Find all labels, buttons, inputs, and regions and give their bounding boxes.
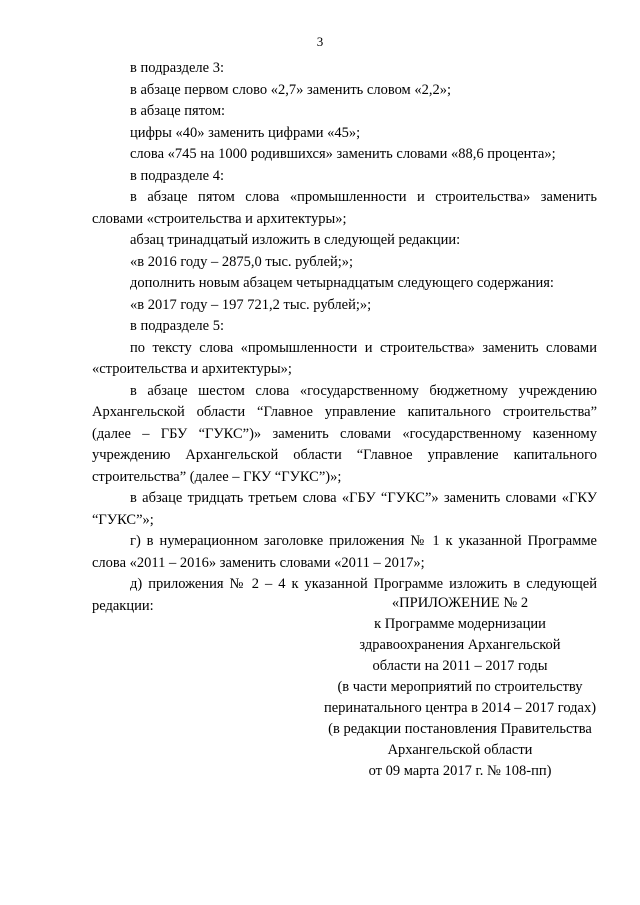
paragraph: дополнить новым абзацем четырнадцатым следующего содержания: [130, 275, 554, 291]
paragraph: в подразделе 5: [130, 318, 224, 334]
appendix-line: Архангельской области [387, 742, 533, 758]
appendix-title: «ПРИЛОЖЕНИЕ № 2 [391, 595, 529, 611]
paragraph: по тексту слова «промышленности и строительства» заменить словами «строительства и архитектуры»; [92, 339, 597, 377]
paragraph: «в 2016 году – 2875,0 тыс. рублей;»; [130, 253, 354, 270]
page-number: 3 [316, 34, 324, 49]
paragraph: г) в нумерационном заголовке приложения № 1 к указанной Программе слова «2011 – 2016» заменить словами «2011 – 2017»; [92, 533, 597, 571]
paragraph: д) приложения № 2 – 4 к указанной Программе изложить в следующей редакции: [92, 576, 597, 614]
document-body [92, 58, 597, 617]
appendix-line: от 09 марта 2017 г. № 108-пп) [368, 763, 552, 779]
appendix-line: к Программе модернизации [374, 616, 546, 632]
appendix-line: области на 2011 – 2017 годы [372, 658, 548, 674]
paragraph: слова «745 на 1000 родившихся» заменить словами «88,6 процента»; [130, 146, 556, 162]
appendix-line: (в части мероприятий по строительству [337, 679, 583, 695]
appendix-header [300, 593, 620, 782]
paragraph: цифры «40» заменить цифрами «45»; [130, 124, 361, 141]
paragraph: «в 2017 году – 197 721,2 тыс. рублей;»; [130, 296, 372, 313]
paragraph: в абзаце пятом слова «промышленности и строительства» заменить словами «строительства и архитектуры»; [92, 189, 597, 227]
paragraph: в абзаце тридцать третьем слова «ГБУ “ГУКС”» заменить словами «ГКУ “ГУКС”»; [92, 490, 597, 528]
paragraph: абзац тринадцатый изложить в следующей редакции: [130, 232, 461, 248]
paragraph: в абзаце первом слово «2,7» заменить словом «2,2»; [130, 81, 451, 98]
paragraph: в абзаце пятом: [130, 103, 226, 119]
paragraph: в подразделе 4: [130, 167, 224, 184]
appendix-line: здравоохранения Архангельской [359, 637, 561, 653]
appendix-line: (в редакции постановления Правительства [328, 721, 592, 737]
paragraph: в подразделе 3: [130, 60, 224, 76]
appendix-line: перинатального центра в 2014 – 2017 годах) [323, 700, 597, 716]
paragraph: в абзаце шестом слова «государственному бюджетному учреждению Архангельской области “Главное управление капитального строительства” (далее – ГБУ “ГУКС”)» заменить словами «государственному казенному учреждению Архангельской области “Главное управление капитального строительства” (далее – ГКУ “ГУКС”)»; [92, 382, 597, 485]
